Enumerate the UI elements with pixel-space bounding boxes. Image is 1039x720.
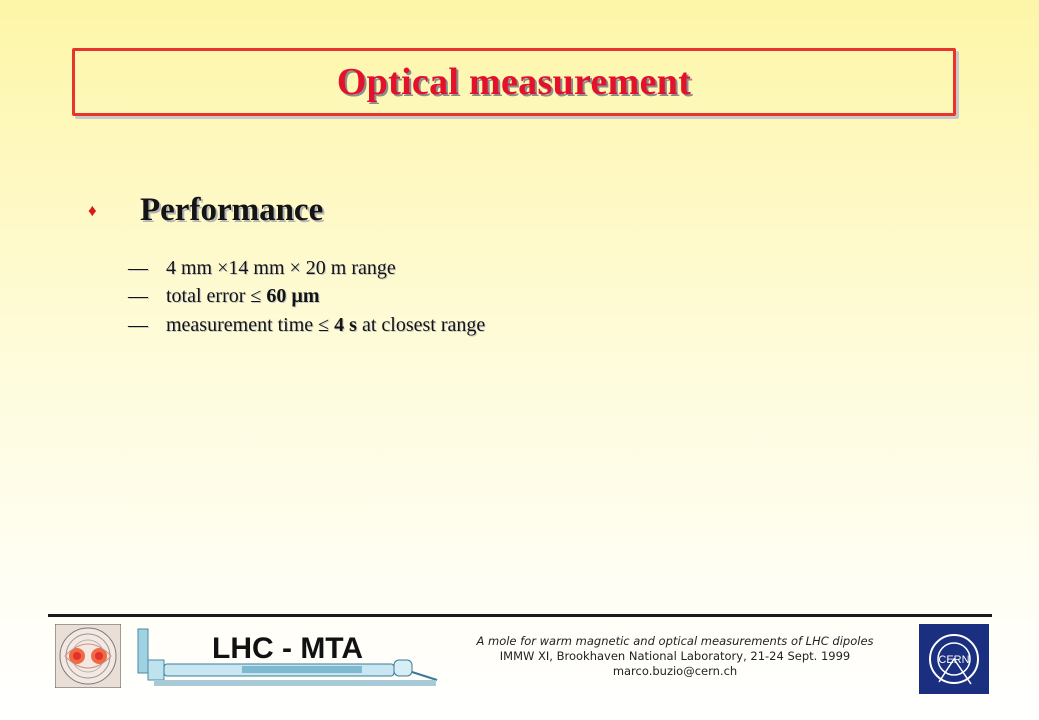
diamond-bullet-icon: ♦ xyxy=(88,200,97,220)
dash: — xyxy=(128,285,148,307)
sub-item-value: 60 µm xyxy=(266,285,320,307)
dash: — xyxy=(128,314,148,336)
sub-item-time xyxy=(128,314,485,337)
banner-title: LHC - MTA xyxy=(212,632,364,665)
lhc-mta-banner xyxy=(132,624,442,695)
footer-line-1: A mole for warm magnetic and optical measurements of LHC dipoles xyxy=(476,634,874,648)
sub-item-value: 4 s xyxy=(334,314,357,336)
dash: — xyxy=(128,257,148,279)
dipole-cross-section-logo xyxy=(55,624,121,693)
sub-item-suffix: at closest range xyxy=(356,314,486,336)
slide-title: Optical measurement xyxy=(336,61,692,103)
footer-citation xyxy=(440,634,910,679)
title-box xyxy=(72,48,956,116)
cern-logo-text: CERN xyxy=(938,654,970,666)
footer-divider xyxy=(48,614,992,617)
sub-item-range xyxy=(128,257,396,280)
sub-item-error xyxy=(128,285,320,308)
footer-line-3: marco.buzio@cern.ch xyxy=(612,664,738,678)
cern-logo xyxy=(919,624,989,699)
bullet-performance xyxy=(88,192,323,229)
footer-line-2: IMMW XI, Brookhaven National Laboratory, 21-24 Sept. 1999 xyxy=(499,649,851,663)
sub-item-text: total error ≤ xyxy=(166,285,267,307)
bullet-heading: Performance xyxy=(140,192,324,228)
sub-item-text: 4 mm ×14 mm × 20 m range xyxy=(166,257,396,279)
sub-item-text: measurement time ≤ xyxy=(166,314,335,336)
